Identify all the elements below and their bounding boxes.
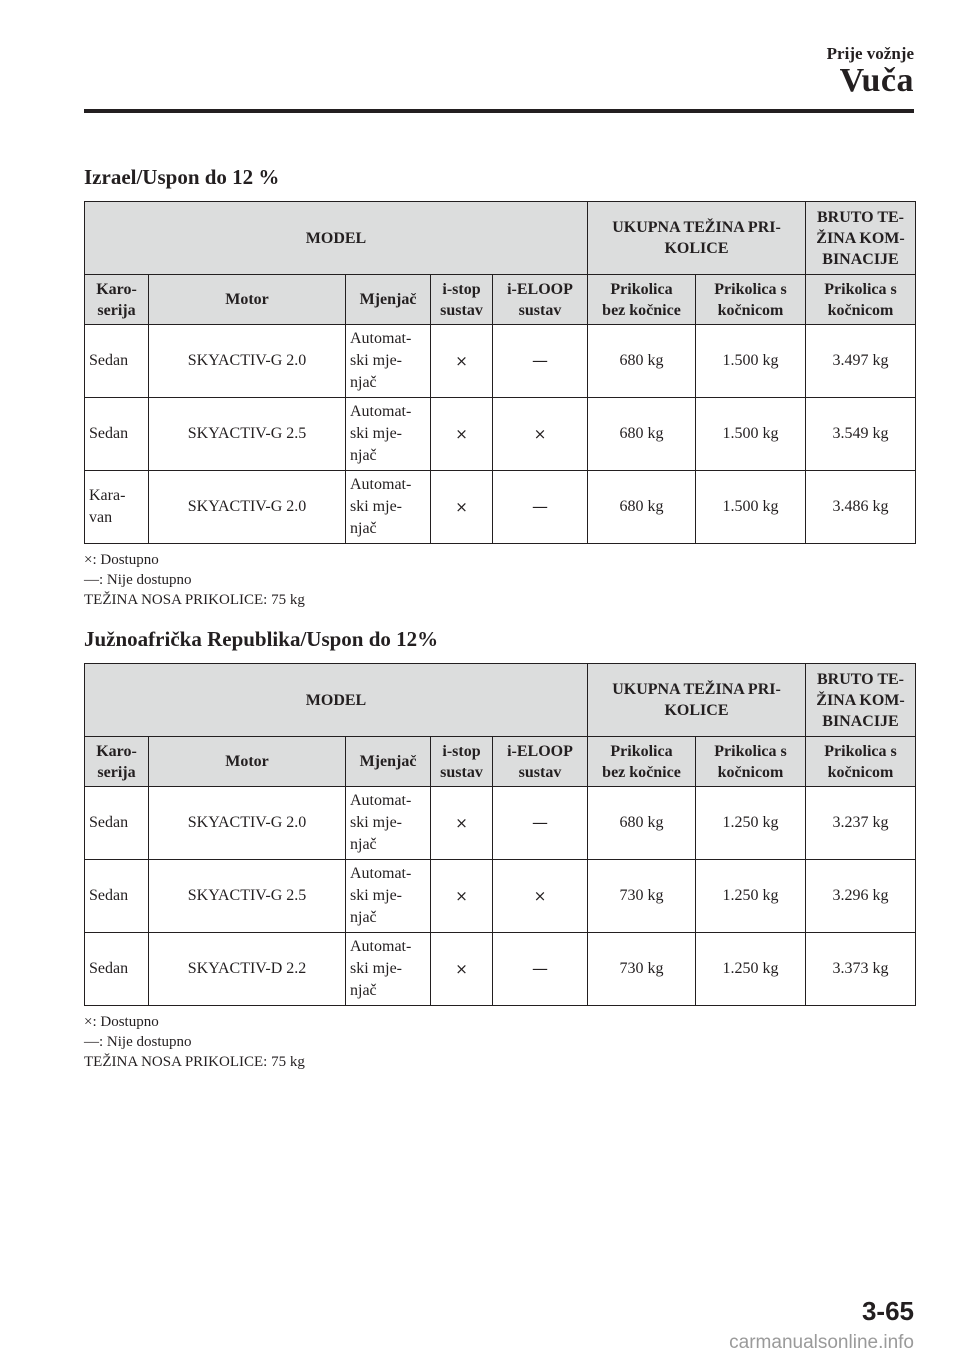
cell-brake: 1.500 kg — [696, 398, 806, 471]
cell-istop: × — [431, 325, 493, 398]
section-israel — [84, 163, 915, 610]
cell-engine: SKYACTIV-G 2.5 — [149, 860, 346, 933]
cell-transmission: Automat- ski mje- njač — [346, 860, 431, 933]
table-row — [85, 860, 916, 933]
cell-engine: SKYACTIV-G 2.0 — [149, 325, 346, 398]
cell-no-brake: 680 kg — [588, 398, 696, 471]
cell-engine: SKYACTIV-D 2.2 — [149, 933, 346, 1006]
cell-ieloop: — — [493, 933, 588, 1006]
header-divider — [84, 109, 914, 113]
table-row — [85, 787, 916, 860]
cell-body: Sedan — [85, 860, 149, 933]
cell-no-brake: 680 kg — [588, 471, 696, 544]
cell-no-brake: 680 kg — [588, 787, 696, 860]
col-istop: i-stop sustav — [431, 275, 493, 325]
table-row — [85, 471, 916, 544]
col-brake: Prikolica s kočnicom — [696, 275, 806, 325]
cell-ieloop: × — [493, 398, 588, 471]
col-engine: Motor — [149, 275, 346, 325]
col-total-trailer-weight: UKUPNA TEŽINA PRI- KOLICE — [588, 664, 806, 737]
cell-ieloop: × — [493, 860, 588, 933]
section-south-africa — [84, 625, 915, 1072]
cell-transmission: Automat- ski mje- njač — [346, 471, 431, 544]
cell-brake: 1.250 kg — [696, 787, 806, 860]
cell-gross: 3.549 kg — [806, 398, 916, 471]
cell-body: Sedan — [85, 933, 149, 1006]
cell-ieloop: — — [493, 325, 588, 398]
towing-table — [84, 663, 916, 1006]
cell-body: Sedan — [85, 398, 149, 471]
col-ieloop: i-ELOOP sustav — [493, 737, 588, 787]
cell-body: Sedan — [85, 787, 149, 860]
col-body: Karo- serija — [85, 737, 149, 787]
col-gross-brake: Prikolica s kočnicom — [806, 275, 916, 325]
table-row — [85, 325, 916, 398]
col-total-trailer-weight: UKUPNA TEŽINA PRI- KOLICE — [588, 202, 806, 275]
col-gross-combination-weight: BRUTO TE- ŽINA KOM- BINACIJE — [806, 202, 916, 275]
cell-transmission: Automat- ski mje- njač — [346, 325, 431, 398]
table-subheader-row — [85, 275, 916, 325]
table-subheader-row — [85, 737, 916, 787]
table-header-row — [85, 202, 916, 275]
col-engine: Motor — [149, 737, 346, 787]
col-no-brake: Prikolica bez kočnice — [588, 275, 696, 325]
cell-ieloop: — — [493, 471, 588, 544]
cell-engine: SKYACTIV-G 2.5 — [149, 398, 346, 471]
cell-gross: 3.486 kg — [806, 471, 916, 544]
section-title: Izrael/Uspon do 12 % — [84, 165, 280, 189]
col-gross-combination-weight: BRUTO TE- ŽINA KOM- BINACIJE — [806, 664, 916, 737]
cell-gross: 3.237 kg — [806, 787, 916, 860]
table-row — [85, 933, 916, 1006]
note-available: ×: Dostupno — [84, 1014, 159, 1030]
col-transmission: Mjenjač — [346, 275, 431, 325]
cell-brake: 1.250 kg — [696, 860, 806, 933]
cell-ieloop: — — [493, 787, 588, 860]
watermark-text: carmanualsonline.info — [729, 1332, 914, 1353]
cell-istop: × — [431, 471, 493, 544]
cell-no-brake: 730 kg — [588, 860, 696, 933]
table-notes — [84, 550, 915, 610]
cell-body: Sedan — [85, 325, 149, 398]
cell-transmission: Automat- ski mje- njač — [346, 787, 431, 860]
note-tongue-weight: TEŽINA NOSA PRIKOLICE: 75 kg — [84, 592, 305, 608]
cell-body: Kara- van — [85, 471, 149, 544]
cell-brake: 1.500 kg — [696, 325, 806, 398]
cell-istop: × — [431, 860, 493, 933]
col-body: Karo- serija — [85, 275, 149, 325]
cell-transmission: Automat- ski mje- njač — [346, 398, 431, 471]
section-title: Južnoafrička Republika/Uspon do 12% — [84, 627, 439, 651]
towing-table — [84, 201, 916, 544]
cell-transmission: Automat- ski mje- njač — [346, 933, 431, 1006]
cell-engine: SKYACTIV-G 2.0 — [149, 787, 346, 860]
col-brake: Prikolica s kočnicom — [696, 737, 806, 787]
cell-brake: 1.500 kg — [696, 471, 806, 544]
note-available: ×: Dostupno — [84, 552, 159, 568]
col-transmission: Mjenjač — [346, 737, 431, 787]
col-ieloop: i-ELOOP sustav — [493, 275, 588, 325]
cell-gross: 3.373 kg — [806, 933, 916, 1006]
note-not-available: —: Nije dostupno — [84, 1034, 192, 1050]
cell-istop: × — [431, 398, 493, 471]
cell-istop: × — [431, 933, 493, 1006]
table-row — [85, 398, 916, 471]
cell-istop: × — [431, 787, 493, 860]
cell-no-brake: 680 kg — [588, 325, 696, 398]
header-section-label: Prije vožnje — [826, 44, 914, 63]
col-gross-brake: Prikolica s kočnicom — [806, 737, 916, 787]
col-model: MODEL — [85, 664, 588, 737]
cell-no-brake: 730 kg — [588, 933, 696, 1006]
cell-gross: 3.497 kg — [806, 325, 916, 398]
col-istop: i-stop sustav — [431, 737, 493, 787]
cell-engine: SKYACTIV-G 2.0 — [149, 471, 346, 544]
cell-brake: 1.250 kg — [696, 933, 806, 1006]
table-header-row — [85, 664, 916, 737]
col-no-brake: Prikolica bez kočnice — [588, 737, 696, 787]
note-tongue-weight: TEŽINA NOSA PRIKOLICE: 75 kg — [84, 1054, 305, 1070]
header-title: Vuča — [839, 62, 914, 99]
col-model: MODEL — [85, 202, 588, 275]
note-not-available: —: Nije dostupno — [84, 572, 192, 588]
page-number: 3-65 — [861, 1296, 914, 1326]
table-notes — [84, 1012, 915, 1072]
cell-gross: 3.296 kg — [806, 860, 916, 933]
